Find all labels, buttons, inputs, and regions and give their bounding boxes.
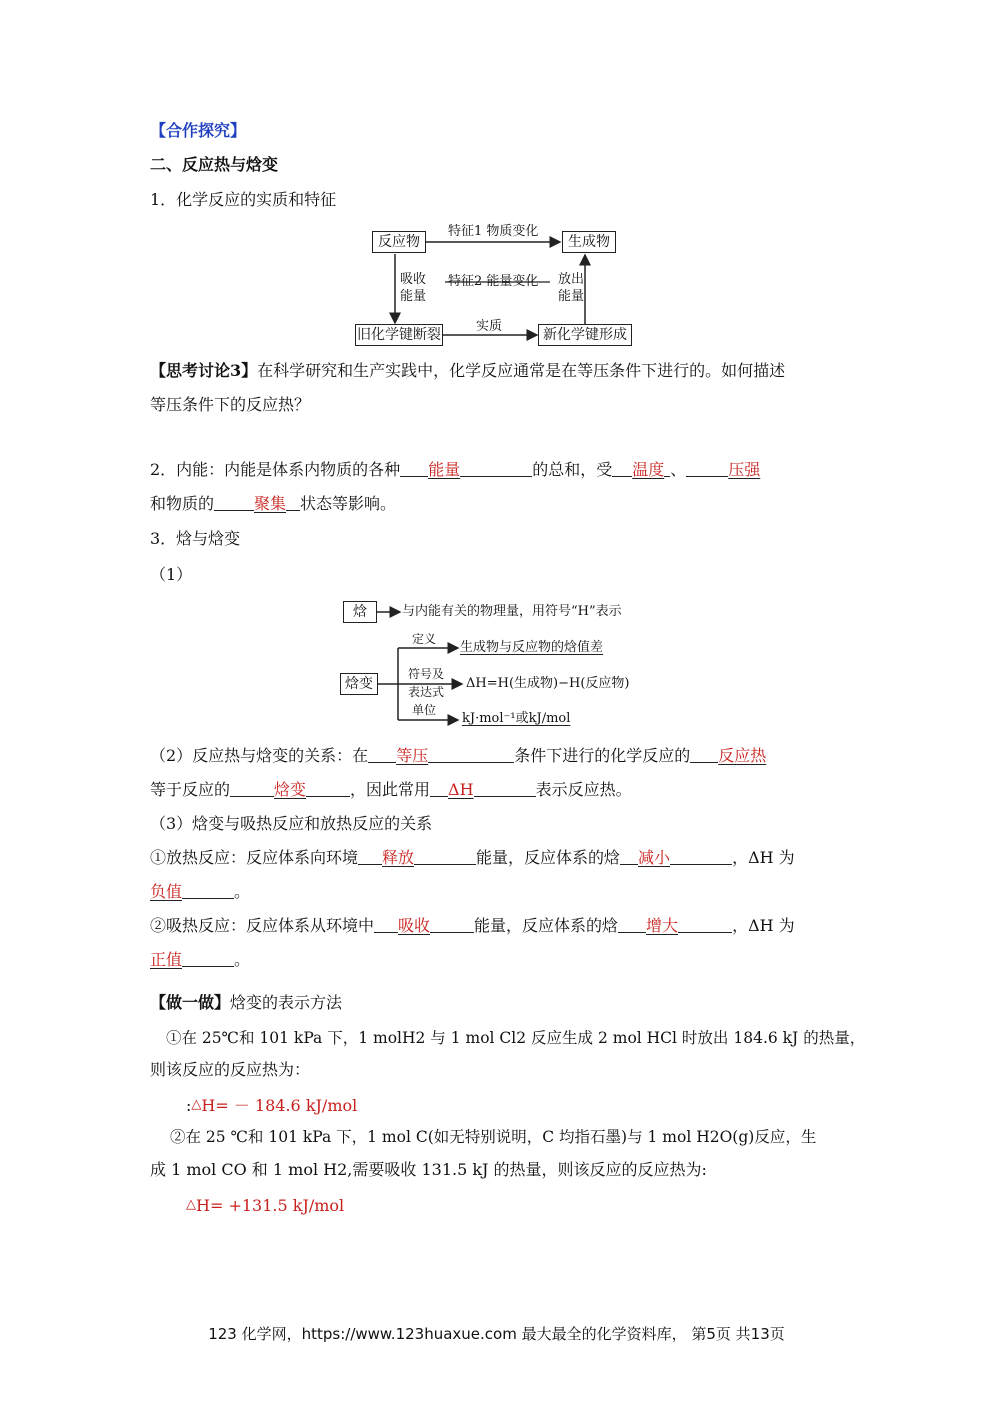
product-box: 生成物 bbox=[562, 231, 616, 253]
sub2-prefix: （2）反应热与焓变的关系：在 bbox=[150, 746, 369, 765]
answer-energy: 能量 bbox=[428, 460, 461, 479]
think3-text1: 在科学研究和生产实践中，化学反应通常是在等压条件下进行的。如何描述 bbox=[257, 361, 786, 380]
blank-pad bbox=[182, 950, 234, 967]
blank-pad bbox=[286, 494, 300, 511]
blank-pad bbox=[368, 746, 396, 763]
item2-mid1: 的总和，受 bbox=[532, 460, 613, 479]
answer2-text: H= +131.5 kJ/mol bbox=[196, 1196, 345, 1215]
blank-pad bbox=[414, 848, 476, 865]
blank-pad bbox=[214, 494, 254, 511]
answer1-text: H= － 184.6 kJ/mol bbox=[201, 1096, 358, 1115]
exo-line2 bbox=[150, 881, 250, 903]
blank-pad bbox=[182, 882, 234, 899]
new-bond-box: 新化学键形成 bbox=[538, 324, 632, 346]
release-label-2: 能量 bbox=[558, 289, 585, 304]
enthalpy-diagram bbox=[340, 598, 660, 734]
cooperative-heading: 【合作探究】 bbox=[150, 121, 247, 140]
reactant-box: 反应物 bbox=[372, 231, 426, 253]
symbol-label-1: 符号及 bbox=[408, 667, 445, 681]
sub2-line2 bbox=[150, 779, 632, 801]
item2-line1 bbox=[150, 459, 760, 481]
blank-pad bbox=[460, 460, 532, 477]
exo-line1 bbox=[150, 847, 795, 869]
answer-increase: 增大 bbox=[646, 916, 679, 935]
endo-mid2: ，ΔH 为 bbox=[732, 916, 795, 935]
answer-decrease: 减小 bbox=[638, 848, 671, 867]
item2-prefix: 2．内能：内能是体系内物质的各种 bbox=[150, 460, 401, 479]
blank-pad bbox=[686, 460, 728, 477]
symbol-expression: ΔH=H(生成物)−H(反应物) bbox=[466, 676, 630, 691]
section-title: 二、反应热与焓变 bbox=[150, 155, 279, 174]
absorb-label-1: 吸收 bbox=[400, 272, 427, 287]
feature2-label: 特征2 能量变化 bbox=[448, 274, 539, 289]
answer-delta-h: ΔH bbox=[448, 780, 474, 799]
try-label: 【做一做】 bbox=[150, 993, 231, 1012]
blank-pad bbox=[618, 916, 646, 933]
answer1-prefix: : bbox=[186, 1096, 192, 1115]
answer-positive: 正值 bbox=[150, 950, 183, 969]
enthalpy-change-box: 焓变 bbox=[340, 673, 378, 695]
think3-label: 【思考讨论3】 bbox=[150, 361, 258, 380]
unit-label: 单位 bbox=[412, 703, 437, 717]
answer1 bbox=[186, 1094, 357, 1117]
sub2-line1 bbox=[150, 745, 766, 767]
blank-pad bbox=[358, 848, 382, 865]
q2-line2: 成 1 mol CO 和 1 mol H2,需要吸收 131.5 kJ 的热量，则该反应的反应热为: bbox=[150, 1160, 707, 1179]
item2-sep: 、 bbox=[670, 460, 687, 479]
try-heading bbox=[150, 992, 342, 1014]
endo-line2 bbox=[150, 949, 250, 971]
delta-symbol: △ bbox=[186, 1197, 196, 1212]
symbol-label-2: 表达式 bbox=[408, 685, 445, 699]
delta-symbol: △ bbox=[191, 1097, 202, 1112]
exo-end: 。 bbox=[234, 882, 251, 901]
sub2-mid2: ，因此常用 bbox=[350, 780, 431, 799]
blank-pad bbox=[690, 746, 718, 763]
absorb-label-2: 能量 bbox=[400, 289, 427, 304]
answer-enthalpy-change: 焓变 bbox=[274, 780, 307, 799]
endo-prefix: ②吸热反应：反应体系从环境中 bbox=[150, 916, 375, 935]
exo-prefix: ①放热反应：反应体系向环境 bbox=[150, 848, 359, 867]
blank-pad bbox=[430, 780, 448, 797]
exo-mid2: ，ΔH 为 bbox=[732, 848, 795, 867]
blank-pad bbox=[620, 848, 638, 865]
endo-mid1: 能量，反应体系的焓 bbox=[474, 916, 619, 935]
definition-label: 定义 bbox=[412, 632, 437, 646]
blank-pad bbox=[400, 460, 428, 477]
blank-pad bbox=[306, 780, 350, 797]
item2-line2 bbox=[150, 493, 396, 515]
blank-pad bbox=[230, 780, 274, 797]
item3-title: 3．焓与焓变 bbox=[150, 529, 241, 548]
answer-release: 释放 bbox=[382, 848, 415, 867]
q1-line1: ①在 25℃和 101 kPa 下，1 molH2 与 1 mol Cl2 反应生成 2 mol HCl 时放出 184.6 kJ 的热量， bbox=[166, 1029, 866, 1047]
enthalpy-box: 焓 bbox=[343, 601, 377, 623]
blank-pad bbox=[374, 916, 398, 933]
item2-line2-suffix: 状态等影响。 bbox=[300, 494, 397, 513]
try-title: 焓变的表示方法 bbox=[230, 993, 343, 1012]
item1-title: 1．化学反应的实质和特征 bbox=[150, 190, 337, 209]
answer-aggregation: 聚集 bbox=[254, 494, 287, 513]
exo-mid1: 能量，反应体系的焓 bbox=[476, 848, 621, 867]
reaction-essence-diagram bbox=[355, 222, 635, 348]
answer-negative: 负值 bbox=[150, 882, 183, 901]
think3-line2: 等压条件下的反应热？ bbox=[150, 395, 311, 414]
blank-pad bbox=[430, 916, 474, 933]
sub2-line2-suffix: 表示反应热。 bbox=[535, 780, 632, 799]
answer-isobaric: 等压 bbox=[396, 746, 429, 765]
sub3-title: （3）焓变与吸热反应和放热反应的关系 bbox=[150, 814, 433, 833]
answer-absorb: 吸收 bbox=[398, 916, 431, 935]
unit-text: kJ·mol⁻¹或kJ/mol bbox=[462, 711, 571, 726]
think3-line1 bbox=[150, 360, 785, 382]
answer-pressure: 压强 bbox=[728, 460, 761, 479]
endo-line1 bbox=[150, 915, 795, 937]
blank-pad bbox=[670, 848, 732, 865]
release-label-1: 放出 bbox=[558, 272, 585, 287]
blank-pad bbox=[428, 746, 514, 763]
old-bond-box: 旧化学键断裂 bbox=[355, 324, 443, 346]
sub1-label: （1） bbox=[150, 565, 193, 584]
definition-text: 生成物与反应物的焓值差 bbox=[460, 640, 604, 655]
answer-reaction-heat: 反应热 bbox=[718, 746, 767, 765]
blank-pad bbox=[474, 780, 536, 797]
feature1-label: 特征1 物质变化 bbox=[448, 224, 539, 239]
q2-line1: ②在 25 ℃和 101 kPa 下，1 mol C(如无特别说明，C 均指石墨)与 1 mol H2O(g)反应，生 bbox=[170, 1128, 817, 1146]
q1-line2: 则该反应的反应热为： bbox=[150, 1060, 311, 1079]
sub2-mid1: 条件下进行的化学反应的 bbox=[514, 746, 691, 765]
answer2 bbox=[186, 1194, 344, 1217]
answer-temperature: 温度 bbox=[632, 460, 665, 479]
enthalpy-description: 与内能有关的物理量，用符号“H”表示 bbox=[402, 604, 622, 619]
blank-pad bbox=[678, 916, 732, 933]
item2-line2-prefix: 和物质的 bbox=[150, 494, 215, 513]
sub2-line2-prefix: 等于反应的 bbox=[150, 780, 231, 799]
endo-end: 。 bbox=[234, 950, 251, 969]
essence-label: 实质 bbox=[476, 319, 503, 334]
page-footer: 123 化学网，https://www.123huaxue.com 最大最全的化学资料库， 第5页 共13页 bbox=[208, 1325, 785, 1343]
blank-pad bbox=[612, 460, 632, 477]
